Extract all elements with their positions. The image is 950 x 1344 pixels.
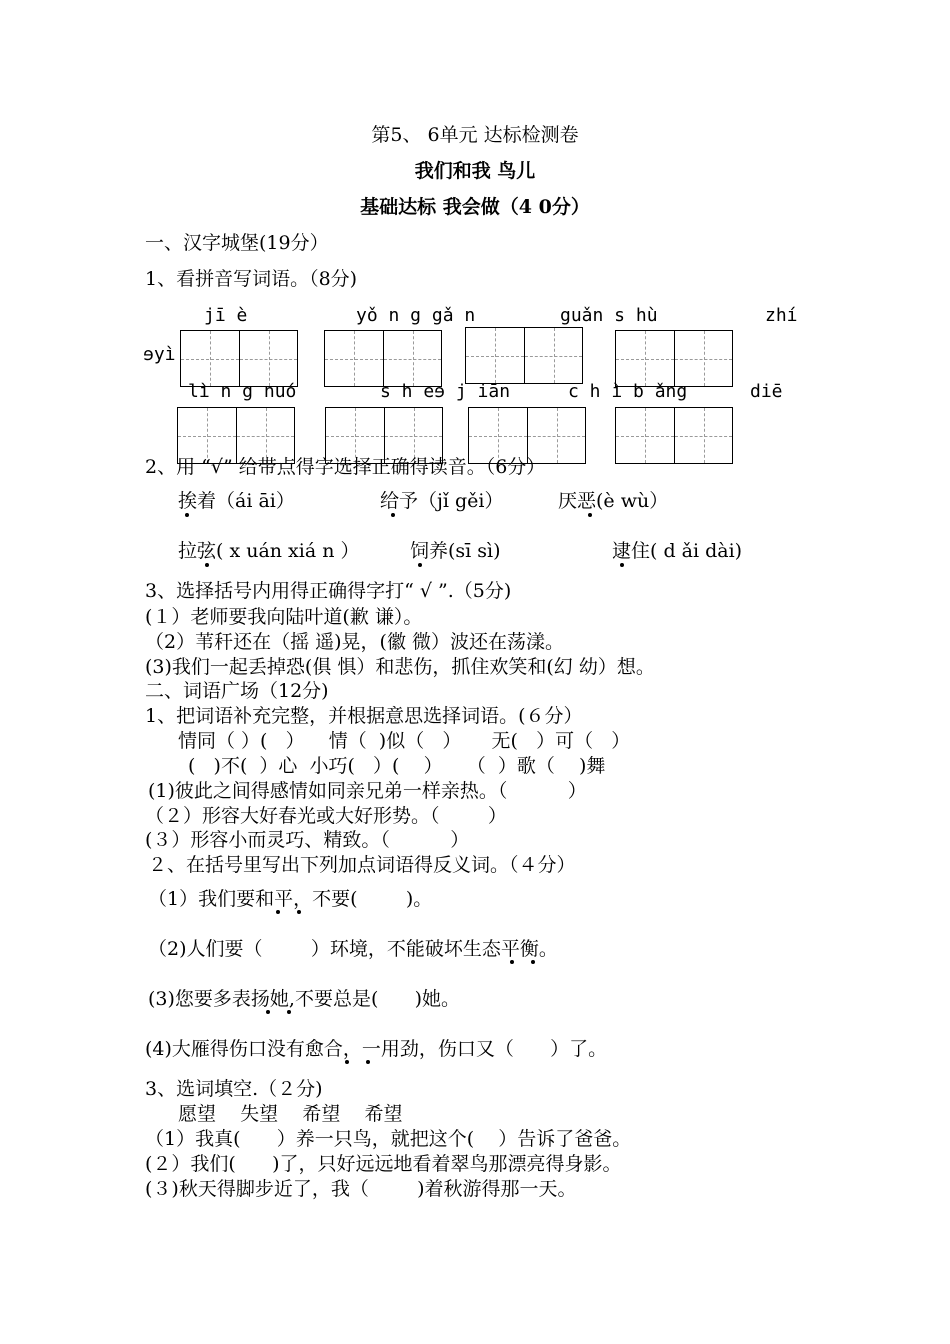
emphasis-dot (588, 513, 592, 517)
meaning-line: (1)彼此之间得感情如同亲兄弟一样亲热。（ ） (148, 780, 587, 802)
pinyin-1: jī è (204, 305, 248, 326)
emphasis-dot (418, 563, 422, 567)
pinyin-5: ɘyì (143, 344, 176, 365)
pinyin-4: zhí (765, 305, 798, 326)
pron-item: 拉弦( x uán xiá n ） (178, 540, 360, 562)
pinyin-9: diē (750, 381, 783, 402)
q3-line: （2）苇秆还在（摇 遥)晃，(徽 微）波还在荡漾。 (145, 631, 564, 653)
emphasis-dot (297, 910, 301, 914)
p2-q2-title: ２、在括号里写出下列加点词语得反义词。（４分） (148, 854, 576, 876)
emphasis-dot (391, 513, 395, 517)
meaning-line: (３）形容小而灵巧、精致。（ ） (145, 829, 470, 851)
exam-title: 第5、 6单元 达标检测卷 (371, 124, 579, 146)
section-title: 基础达标 我会做（4 0分） (360, 196, 590, 218)
q3-title: 3、选择括号内用得正确得字打“ √ ”.（5分) (145, 580, 512, 602)
writing-box[interactable] (615, 407, 733, 464)
antonym-line: (4)大雁得伤口没有愈合，一用劲，伤口又（ ）了。 (145, 1038, 608, 1060)
emphasis-dot (620, 563, 624, 567)
antonym-line: （1）我们要和平，不要( )。 (148, 888, 433, 910)
pron-item: 饲养(sī sì) (410, 540, 501, 562)
p2-q3-title: 3、选词填空.（２分) (145, 1078, 323, 1100)
antonym-line: （2)人们要（ ）环境，不能破坏生态平衡。 (148, 938, 558, 960)
pinyin-6: lì n g nuó (188, 381, 297, 402)
emphasis-dot (205, 563, 209, 567)
emphasis-dot (345, 1060, 349, 1064)
q2-title: 2、用 “√” 给带点得字选择正确得读音。（6分） (145, 456, 546, 478)
emphasis-dot (531, 960, 535, 964)
fill-line: ( )不( ）心 小巧( ）( ） （ ）歌（ )舞 (188, 755, 606, 777)
pron-item: 厌恶(è wù） (558, 490, 669, 512)
pinyin-3: guǎn s hù (560, 305, 658, 326)
writing-box[interactable] (465, 327, 583, 384)
fill-sentence: （1）我真( ）养一只鸟，就把这个( ）告诉了爸爸。 (145, 1128, 632, 1150)
p2-q1-title: 1、把词语补充完整，并根据意思选择词语。(６分） (145, 705, 583, 727)
unit-subtitle: 我们和我 鸟儿 (414, 160, 536, 182)
writing-box[interactable] (324, 330, 442, 387)
q1-title: 1、看拼音写词语。（8分) (145, 268, 358, 290)
pinyin-2: yǒ n g gǎ n (356, 305, 476, 326)
emphasis-dot (185, 513, 189, 517)
pron-item: 逮住( d ǎi dài) (612, 540, 743, 562)
part1-title: 一、汉字城堡(19分） (145, 232, 329, 254)
emphasis-dot (266, 1010, 270, 1014)
emphasis-dot (510, 960, 514, 964)
fill-sentence: (２）我们( )了，只好远远地看着翠鸟那漂亮得身影。 (145, 1153, 622, 1175)
fill-line: 情同（ ）( ） 情（ )似（ ） 无( ）可（ ） (178, 730, 631, 752)
meaning-line: （２）形容大好春光或大好形势。（ ） (145, 805, 507, 827)
pron-item: 挨着（ái āi） (178, 490, 295, 512)
pinyin-8: c h ì b ǎng (568, 381, 688, 402)
q3-line: (１）老师要我向陆叶道(歉 谦）。 (145, 606, 423, 628)
writing-box[interactable] (180, 330, 298, 387)
emphasis-dot (287, 1010, 291, 1014)
pinyin-7: s h eɘ j iān (380, 381, 511, 402)
writing-box[interactable] (615, 330, 733, 387)
antonym-line: (3)您要多表扬她,不要总是( )她。 (148, 988, 461, 1010)
part2-title: 二、词语广场（12分) (145, 680, 329, 702)
q3-line: (3)我们一起丢掉恐(俱 惧）和悲伤，抓住欢笑和(幻 幼）想。 (145, 656, 655, 678)
fill-sentence: (３)秋天得脚步近了，我（ )着秋游得那一天。 (145, 1178, 577, 1200)
pron-item: 给予（jǐ gěi） (380, 490, 504, 512)
word-bank: 愿望 失望 希望 希望 (178, 1103, 403, 1125)
emphasis-dot (276, 910, 280, 914)
emphasis-dot (366, 1060, 370, 1064)
